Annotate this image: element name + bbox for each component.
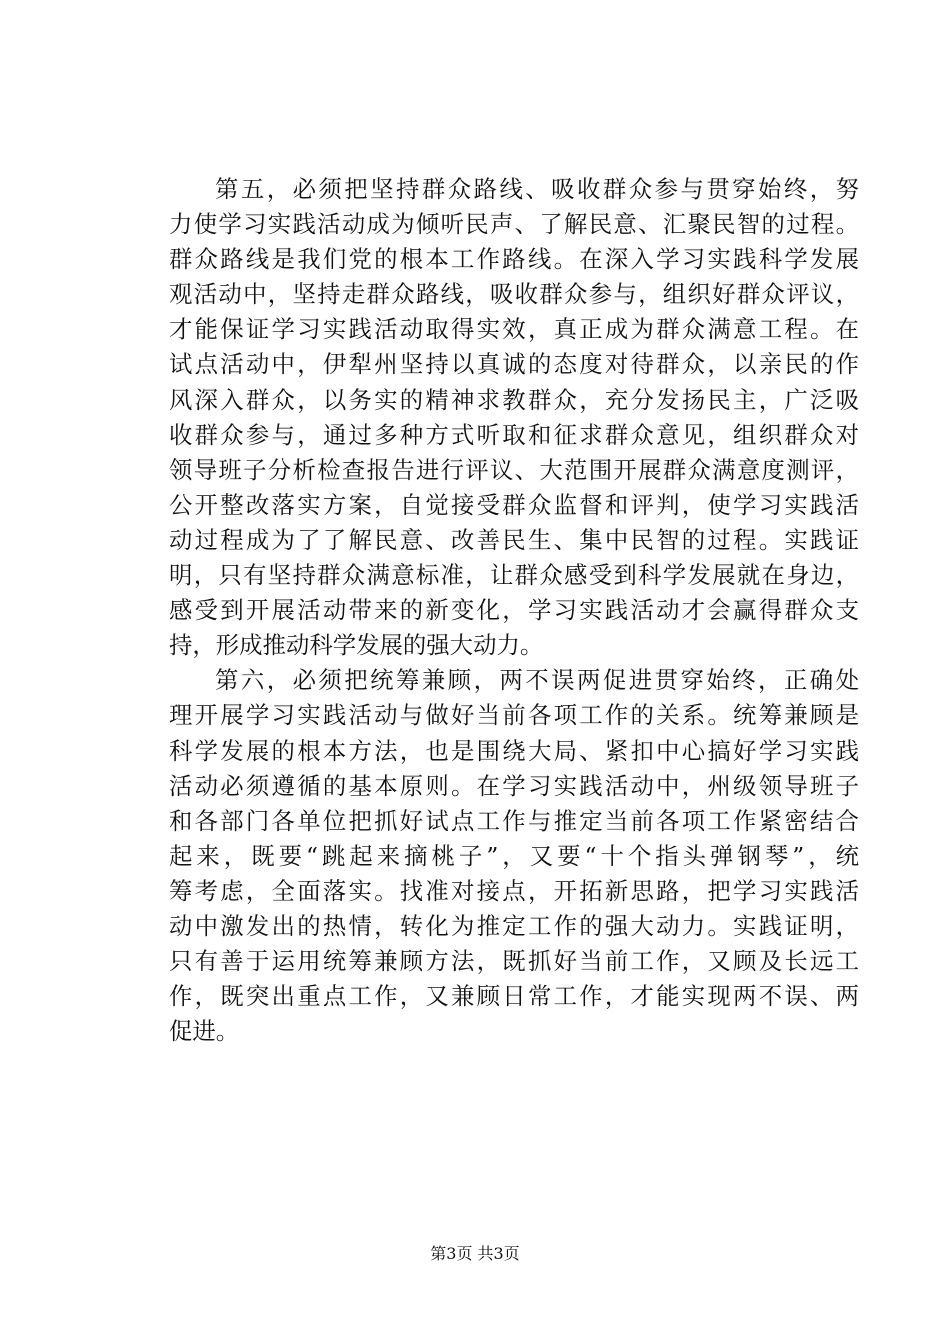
text-line: 观活动中，坚持走群众路线，吸收群众参与，组织好群众评议， (169, 280, 859, 309)
text-line: 筹考虑，全面落实。找准对接点，开拓新思路，把学习实践活 (169, 876, 859, 905)
text-line: 公开整改落实方案，自觉接受群众监督和评判，使学习实践活 (169, 490, 859, 519)
text-line: 领导班子分析检查报告进行评议、大范围开展群众满意度测评， (169, 455, 859, 484)
text-line: 理开展学习实践活动与做好当前各项工作的关系。统筹兼顾是 (169, 701, 859, 730)
paragraph-2 (169, 663, 859, 1049)
text-line: 第五，必须把坚持群众路线、吸收群众参与贯穿始终，努 (215, 175, 859, 203)
text-line: 风深入群众，以务实的精神求教群众，充分发扬民主，广泛吸 (169, 385, 859, 414)
text-line: 动中激发出的热情，转化为推定工作的强大动力。实践证明， (169, 911, 859, 940)
text-line: 持，形成推动科学发展的强大动力。 (169, 631, 544, 660)
text-line: 和各部门各单位把抓好试点工作与推定当前各项工作紧密结合 (169, 806, 859, 835)
text-line: 力使学习实践活动成为倾听民声、了解民意、汇聚民智的过程。 (169, 210, 859, 239)
text-line: 才能保证学习实践活动取得实效，真正成为群众满意工程。在 (169, 315, 859, 344)
text-line: 活动必须遵循的基本原则。在学习实践活动中，州级领导班子 (169, 771, 859, 800)
text-line: 科学发展的根本方法，也是围绕大局、紧扣中心搞好学习实践 (169, 736, 859, 765)
text-line: 起来，既要“跳起来摘桃子”，又要“十个指头弹钢琴”，统 (169, 841, 859, 870)
page-number-label: 第3页 共3页 (430, 1244, 520, 1263)
text-line: 只有善于运用统筹兼顾方法，既抓好当前工作，又顾及长远工 (169, 947, 859, 976)
text-line: 促进。 (169, 1017, 240, 1046)
document-body (169, 172, 859, 1049)
text-line: 群众路线是我们党的根本工作路线。在深入学习实践科学发展 (169, 245, 859, 274)
text-line: 明，只有坚持群众满意标准，让群众感受到科学发展就在身边， (169, 561, 859, 590)
page-footer (0, 1244, 950, 1264)
text-line: 收群众参与，通过多种方式听取和征求群众意见，组织群众对 (169, 420, 859, 449)
text-line: 作，既突出重点工作，又兼顾日常工作，才能实现两不误、两 (169, 982, 859, 1011)
text-line: 动过程成为了了解民意、改善民生、集中民智的过程。实践证 (169, 525, 859, 554)
text-line: 感受到开展活动带来的新变化，学习实践活动才会赢得群众支 (169, 596, 859, 625)
text-line: 第六，必须把统筹兼顾，两不误两促进贯穿始终，正确处 (215, 666, 859, 695)
text-line: 试点活动中，伊犁州坚持以真诚的态度对待群众，以亲民的作 (169, 350, 859, 379)
paragraph-1 (169, 172, 859, 663)
